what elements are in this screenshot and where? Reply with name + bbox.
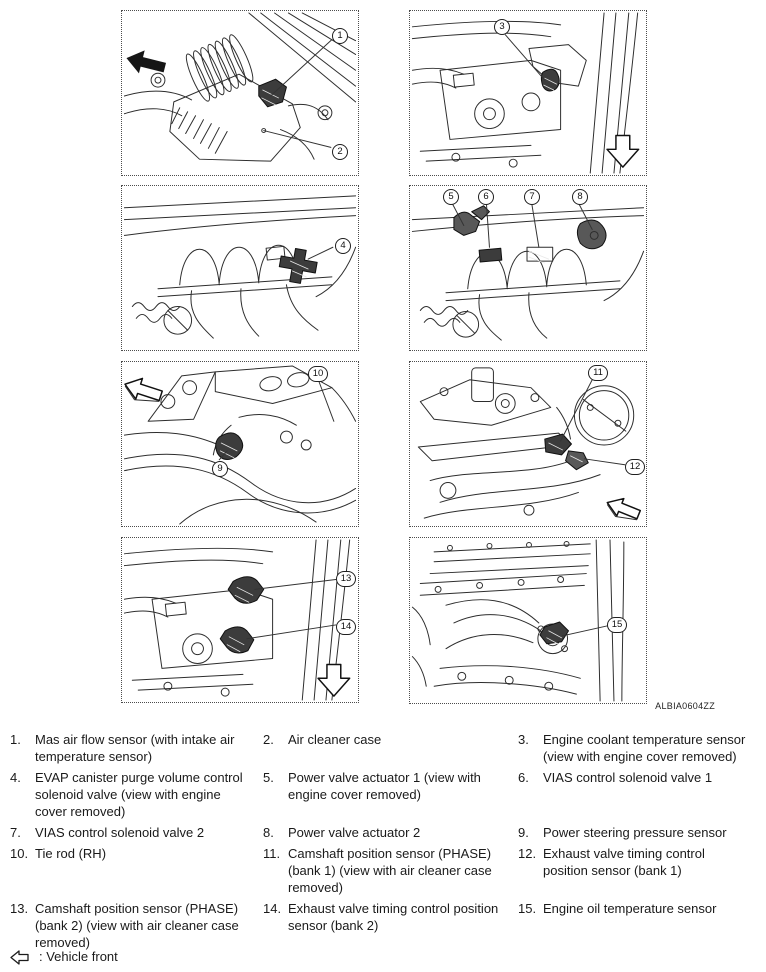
legend-item-3 — [516, 731, 760, 765]
legend-text: Power valve actuator 1 (view with engine cover removed) — [288, 770, 481, 802]
engine-line-art — [410, 362, 646, 526]
legend-number: 15. — [518, 901, 537, 916]
diagram-panel-oil-temp — [409, 537, 647, 704]
engine-line-art — [122, 362, 358, 526]
legend-number: 10. — [10, 846, 29, 861]
legend-text: Power steering pressure sensor — [543, 825, 727, 840]
legend-item-5 — [261, 769, 516, 820]
callout-15: 15 — [607, 617, 627, 633]
direction-arrow-down — [318, 664, 350, 696]
diagram-panel-actuators — [409, 185, 647, 351]
callout-3: 3 — [494, 19, 510, 35]
legend-number: 6. — [518, 770, 529, 785]
legend-item-10 — [8, 845, 261, 896]
callout-1: 1 — [332, 28, 348, 44]
vehicle-front-arrow-icon — [10, 950, 30, 965]
legend-number: 5. — [263, 770, 274, 785]
callout-14: 14 — [336, 619, 356, 635]
engine-line-art — [410, 186, 646, 350]
legend-number: 13. — [10, 901, 29, 916]
legend-text: VIAS control solenoid valve 1 — [543, 770, 713, 785]
legend-text: Engine coolant temperature sensor (view with engine cover removed) — [543, 732, 746, 764]
legend-item-2 — [261, 731, 516, 765]
legend-number: 9. — [518, 825, 529, 840]
callout-2: 2 — [332, 144, 348, 160]
vehicle-front-arrow — [122, 374, 164, 407]
callout-4: 4 — [335, 238, 351, 254]
engine-line-art — [122, 186, 358, 350]
legend-item-9 — [516, 824, 760, 841]
vehicle-front-arrow — [604, 493, 643, 524]
legend-item-11 — [261, 845, 516, 896]
legend-item-6 — [516, 769, 760, 820]
legend-text: Engine oil temperature sensor — [543, 901, 717, 916]
legend-number: 1. — [10, 732, 21, 747]
legend-text: Camshaft position sensor (PHASE) (bank 2) (view with air cleaner case removed) — [35, 901, 239, 950]
callout-12: 12 — [625, 459, 645, 475]
diagram-panel-coolant-temp — [409, 10, 647, 176]
legend-number: 3. — [518, 732, 529, 747]
callout-11: 11 — [588, 365, 608, 381]
legend-text: Exhaust valve timing control position sensor (bank 2) — [288, 901, 499, 933]
engine-line-art — [122, 538, 358, 702]
callout-13: 13 — [336, 571, 356, 587]
legend-text: Camshaft position sensor (PHASE) (bank 1) (view with air cleaner case removed) — [288, 846, 492, 895]
legend-number: 4. — [10, 770, 21, 785]
legend-text: Mas air flow sensor (with intake air temperature sensor) — [35, 732, 235, 764]
legend-text: Air cleaner case — [288, 732, 382, 747]
diagram-panel-camshaft-bank2 — [121, 537, 359, 703]
figure-code-label: ALBIA0604ZZ — [655, 701, 715, 711]
legend-item-14 — [261, 900, 516, 951]
legend-number: 12. — [518, 846, 537, 861]
legend-text: EVAP canister purge volume control solenoid valve (view with engine cover removed) — [35, 770, 243, 819]
diagram-panel-air-cleaner — [121, 10, 359, 176]
legend-item-13 — [8, 900, 261, 951]
vehicle-front-label: : Vehicle front — [39, 949, 118, 964]
callout-5: 5 — [443, 189, 459, 205]
legend-list — [8, 731, 760, 951]
vehicle-front-note — [10, 949, 118, 965]
callout-6: 6 — [478, 189, 494, 205]
legend-item-8 — [261, 824, 516, 841]
callout-8: 8 — [572, 189, 588, 205]
callout-7: 7 — [524, 189, 540, 205]
diagram-panel-evap-purge — [121, 185, 359, 351]
legend-item-7 — [8, 824, 261, 841]
legend-text: VIAS control solenoid valve 2 — [35, 825, 205, 840]
legend-number: 11. — [263, 846, 281, 861]
legend-number: 8. — [263, 825, 274, 840]
callout-9: 9 — [212, 461, 228, 477]
diagram-panel-ps-sensor — [121, 361, 359, 527]
legend-number: 2. — [263, 732, 274, 747]
legend-text: Exhaust valve timing control position sensor (bank 1) — [543, 846, 705, 878]
legend-text: Tie rod (RH) — [35, 846, 107, 861]
legend-item-4 — [8, 769, 261, 820]
direction-arrow-down — [607, 135, 639, 167]
legend-text: Power valve actuator 2 — [288, 825, 421, 840]
engine-line-art — [410, 11, 646, 175]
legend-item-12 — [516, 845, 760, 896]
engine-line-art — [122, 11, 358, 175]
legend-item-15 — [516, 900, 760, 951]
legend-number: 14. — [263, 901, 282, 916]
legend-item-1 — [8, 731, 261, 765]
diagram-panel-camshaft-bank1 — [409, 361, 647, 527]
legend-number: 7. — [10, 825, 21, 840]
callout-10: 10 — [308, 366, 328, 382]
